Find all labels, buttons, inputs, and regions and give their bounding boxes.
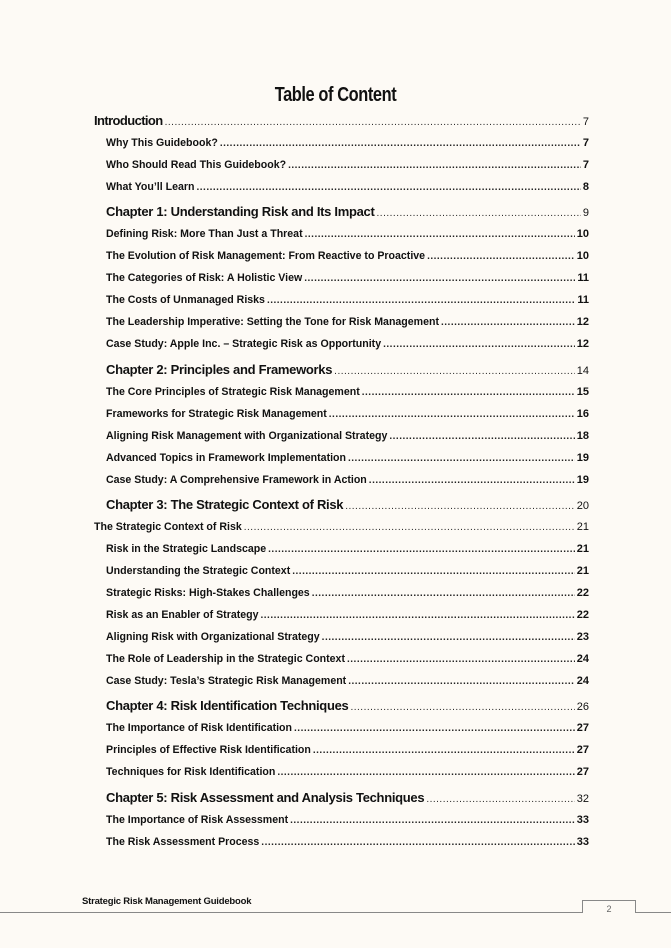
toc-entry-label: The Importance of Risk Assessment — [106, 814, 289, 826]
toc-entry-label: Chapter 2: Principles and Frameworks — [106, 362, 333, 377]
toc-entry-page: 27 — [576, 722, 589, 734]
toc-leader-dots — [277, 767, 574, 778]
toc-entry[interactable] — [106, 474, 589, 486]
toc-entry-page: 10 — [576, 228, 589, 240]
toc-entry-label: The Costs of Unmanaged Risks — [106, 294, 265, 306]
toc-entry-page: 20 — [576, 500, 589, 512]
toc-leader-dots — [268, 544, 575, 555]
toc-entry-label: Chapter 1: Understanding Risk and Its Impact — [106, 204, 375, 219]
toc-entry[interactable] — [94, 521, 589, 533]
toc-entry-label: Risk as an Enabler of Strategy — [106, 609, 259, 621]
toc-entry-page: 9 — [582, 207, 589, 219]
toc-entry[interactable] — [106, 272, 589, 284]
toc-entry-page: 15 — [576, 386, 589, 398]
toc-leader-dots — [244, 522, 575, 533]
toc-entry[interactable] — [106, 204, 589, 219]
toc-entry-label: Chapter 5: Risk Assessment and Analysis Techniques — [106, 790, 425, 805]
toc-leader-dots — [322, 632, 575, 643]
toc-entry-page: 22 — [576, 609, 589, 621]
toc-entry-label: The Role of Leadership in the Strategic Context — [106, 653, 345, 665]
toc-entry[interactable] — [106, 766, 589, 778]
toc-entry-page: 19 — [576, 452, 589, 464]
toc-entry-page: 24 — [576, 653, 589, 665]
toc-entry-label: Who Should Read This Guidebook? — [106, 159, 287, 171]
toc-leader-dots — [220, 138, 581, 149]
toc-entry-page: 10 — [576, 250, 589, 262]
toc-entry[interactable] — [106, 653, 589, 665]
toc-leader-dots — [362, 387, 575, 398]
toc-leader-dots — [389, 431, 574, 442]
toc-entry-label: What You’ll Learn — [106, 181, 195, 193]
toc-entry[interactable] — [106, 386, 589, 398]
toc-leader-dots — [261, 610, 575, 621]
toc-entry-label: Aligning Risk with Organizational Strategy — [106, 631, 320, 643]
toc-leader-dots — [334, 366, 575, 377]
toc-entry-page: 12 — [576, 316, 589, 328]
toc-entry-label: Defining Risk: More Than Just a Threat — [106, 228, 303, 240]
footer-divider — [0, 912, 671, 913]
toc-entry-label: Principles of Effective Risk Identification — [106, 744, 311, 756]
toc-entry[interactable] — [106, 631, 589, 643]
toc-entry[interactable] — [106, 159, 589, 171]
toc-leader-dots — [290, 815, 575, 826]
toc-entry-label: The Risk Assessment Process — [106, 836, 260, 848]
toc-entry-page: 27 — [576, 766, 589, 778]
toc-entry-page: 14 — [576, 365, 589, 377]
toc-entry-page: 32 — [576, 793, 589, 805]
toc-leader-dots — [292, 566, 575, 577]
toc-entry-page: 8 — [582, 181, 589, 193]
toc-leader-dots — [426, 794, 574, 805]
toc-entry[interactable] — [106, 565, 589, 577]
toc-entry-label: Chapter 4: Risk Identification Techniques — [106, 698, 349, 713]
toc-entry[interactable] — [106, 744, 589, 756]
toc-entry-page: 26 — [576, 701, 589, 713]
toc-leader-dots — [329, 409, 575, 420]
toc-entry-label: Introduction — [94, 113, 163, 128]
toc-entry-label: The Leadership Imperative: Setting the Tone for Risk Management — [106, 316, 439, 328]
toc-entry-page: 27 — [576, 744, 589, 756]
toc-entry-page: 33 — [576, 814, 589, 826]
toc-leader-dots — [369, 475, 575, 486]
toc-entry-page: 19 — [576, 474, 589, 486]
toc-leader-dots — [377, 208, 581, 219]
toc-entry-page: 21 — [576, 543, 589, 555]
toc-leader-dots — [348, 676, 575, 687]
toc-entry[interactable] — [106, 408, 589, 420]
toc-leader-dots — [383, 339, 575, 350]
toc-entry-page: 22 — [576, 587, 589, 599]
toc-entry-label: Risk in the Strategic Landscape — [106, 543, 267, 555]
toc-leader-dots — [441, 317, 575, 328]
toc-entry[interactable] — [106, 316, 589, 328]
page-number: 2 — [582, 900, 636, 913]
toc-entry[interactable] — [106, 543, 589, 555]
toc-entry-label: The Categories of Risk: A Holistic View — [106, 272, 303, 284]
toc-leader-dots — [313, 745, 575, 756]
toc-leader-dots — [305, 229, 575, 240]
toc-entry-page: 23 — [576, 631, 589, 643]
toc-entry-label: Chapter 3: The Strategic Context of Risk — [106, 497, 344, 512]
toc-leader-dots — [350, 702, 574, 713]
toc-entry[interactable] — [106, 836, 589, 848]
toc-leader-dots — [294, 723, 575, 734]
toc-entry-page: 18 — [576, 430, 589, 442]
toc-entry-label: The Importance of Risk Identification — [106, 722, 293, 734]
toc-entry-label: Frameworks for Strategic Risk Management — [106, 408, 327, 420]
toc-entry[interactable] — [106, 814, 589, 826]
toc-entry[interactable] — [106, 722, 589, 734]
toc-entry[interactable] — [94, 113, 589, 128]
toc-entry[interactable] — [106, 609, 589, 621]
toc-leader-dots — [196, 182, 580, 193]
toc-entry-label: Aligning Risk Management with Organizational Strategy — [106, 430, 388, 442]
toc-leader-dots — [165, 117, 581, 128]
toc-entry-label: Advanced Topics in Framework Implementation — [106, 452, 346, 464]
toc-entry-label: Case Study: Apple Inc. – Strategic Risk as Opportunity — [106, 338, 382, 350]
toc-entry-page: 7 — [582, 159, 589, 171]
toc-entry-page: 24 — [576, 675, 589, 687]
toc-entry-page: 33 — [576, 836, 589, 848]
toc-entry-label: The Core Principles of Strategic Risk Management — [106, 386, 360, 398]
footer-title: Strategic Risk Management Guidebook — [82, 896, 252, 907]
toc-entry-label: The Evolution of Risk Management: From Reactive to Proactive — [106, 250, 426, 262]
toc-entry-label: Strategic Risks: High-Stakes Challenges — [106, 587, 310, 599]
toc-entry-label: The Strategic Context of Risk — [94, 521, 242, 533]
toc-entry-page: 21 — [576, 521, 589, 533]
toc-leader-dots — [345, 501, 575, 512]
toc-entry[interactable] — [106, 294, 589, 306]
toc-entry-label: Techniques for Risk Identification — [106, 766, 276, 778]
toc-entry[interactable] — [106, 362, 589, 377]
toc-entry[interactable] — [106, 181, 589, 193]
toc-title: Table of Content — [274, 84, 397, 106]
toc-entry-label: Understanding the Strategic Context — [106, 565, 291, 577]
toc-entry-page: 12 — [576, 338, 589, 350]
toc-entry-page: 21 — [576, 565, 589, 577]
toc-entry-page: 16 — [576, 408, 589, 420]
toc-entry[interactable] — [106, 228, 589, 240]
toc-entry[interactable] — [106, 497, 589, 512]
toc-leader-dots — [312, 588, 575, 599]
toc-entry[interactable] — [106, 452, 589, 464]
toc-entry[interactable] — [106, 675, 589, 687]
toc-entry[interactable] — [106, 338, 589, 350]
toc-entry-label: Case Study: Tesla’s Strategic Risk Management — [106, 675, 347, 687]
toc-leader-dots — [347, 654, 575, 665]
toc-leader-dots — [304, 273, 575, 284]
toc-leader-dots — [348, 453, 575, 464]
toc-leader-dots — [427, 251, 575, 262]
toc-entry[interactable] — [106, 250, 589, 262]
toc-entry-page: 11 — [577, 294, 589, 306]
toc-leader-dots — [288, 160, 581, 171]
toc-entry[interactable] — [106, 137, 589, 149]
toc-leader-dots — [267, 295, 575, 306]
toc-leader-dots — [261, 837, 574, 848]
toc-entry[interactable] — [106, 587, 589, 599]
toc-entry-page: 11 — [577, 272, 589, 284]
toc-entry-label: Why This Guidebook? — [106, 137, 218, 149]
toc-entry-label: Case Study: A Comprehensive Framework in Action — [106, 474, 367, 486]
toc-entry[interactable] — [106, 430, 589, 442]
toc-entry[interactable] — [106, 790, 589, 805]
toc-entry[interactable] — [106, 698, 589, 713]
toc-entry-page: 7 — [582, 116, 589, 128]
toc-entry-page: 7 — [582, 137, 589, 149]
